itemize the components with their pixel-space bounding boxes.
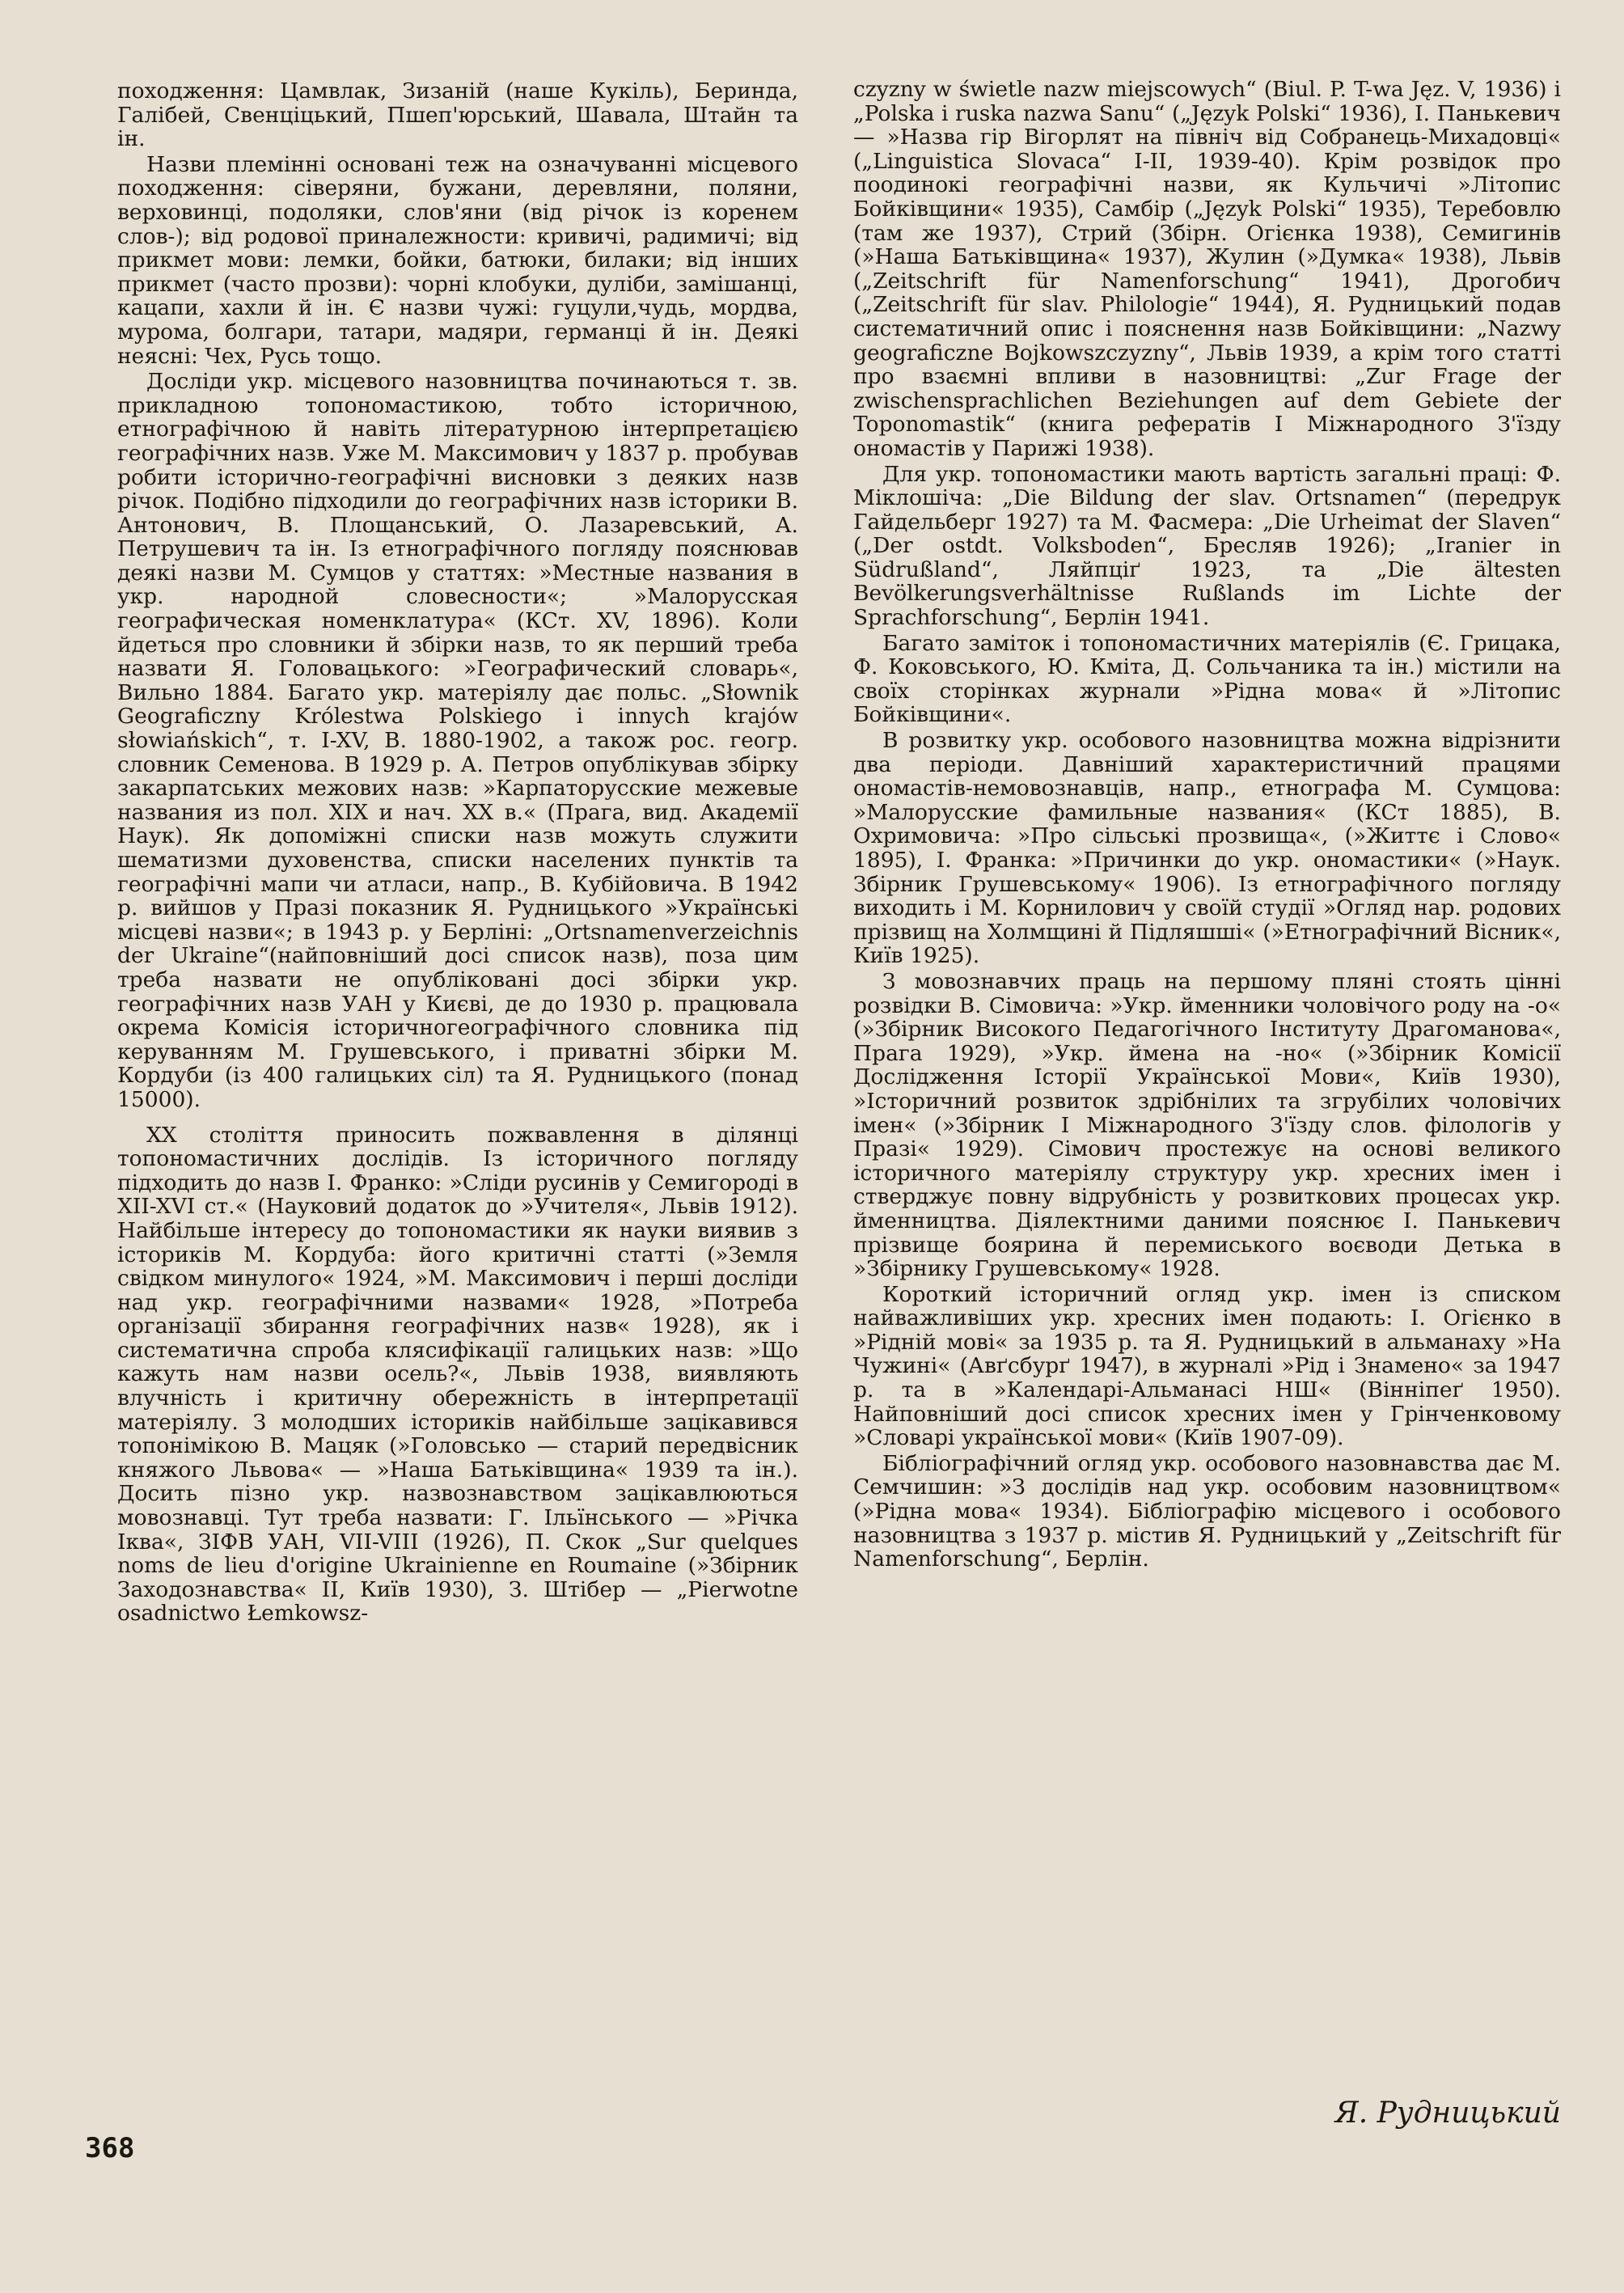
paragraph: Досліди укр. місцевого назовництва починаються т. зв. прикладною топономастикою, тобто історичною, етнографічною й навіть літературною інтерпретацією географічних назв. Уже М. Максимович у 1837 р. пробував робити історично-географічні висновки з деяких назв річок. Подібно підходили до географічних назв історики В. Антонович, В. Площанський, О. Лазаревський, А. Петрушевич та ін. Із етнографічного погляду пояснював деякі назви М. Сумцов у статтях: »Местные названия в укр. народной словесности«; »Малорусская географическая номенклатура« (КСт. XV, 1896). Коли йдеться про словники й збірки назв, то як перший треба назвати Я. Головацького: »Географический словарь«, Вильно 1884. Багато укр. матеріялу дає польс. „Słownik Geograficzny Królestwa Polskiego i innych krajów słowiańskich“, т. I-XV, В. 1880-1902, а також рос. геогр. словник Семенова. В 1929 р. А. Петров опублікував збірку закарпатських межових назв: »Карпаторусские межевые названия из пол. XIX и нач. XX в.« (Прага, вид. Академії Наук). Як допоміжні списки назв можуть служити шематизми духовенства, списки населених пунктів та географічні мапи чи атласи, напр., В. Кубійовича. В 1942 р. вийшов у Празі показник Я. Рудницького »Українські місцеві назви«; в 1943 р. у Берліні: „Ortsnamenverzeichnis der Ukraine“(найповніший досі список назв), поза цим треба назвати не опубліковані досі збірки укр. географічних назв УАН у Києві, де до 1930 р. працювала окрема Комісія історичногеографічного словника під керуванням М. Грушевського, і приватні збірки М. Кордуби (із 400 галицьких сіл) та Я. Рудницького (понад 15000). (117, 369, 798, 1112)
paragraph: Багато заміток і топономастичних матеріялів (Є. Грицака, Ф. Коковського, Ю. Кміта, Д. Сольчаника та ін.) містили на своїх сторінках журнали »Рідна мова« й »Літопис Бойківщини«. (853, 630, 1561, 728)
paragraph: XX століття приносить пожвавлення в ділянці топономастичних дослідів. Із історичного погляду підходить до назв І. Франко: »Сліди русинів у Семигороді в XII-XVI ст.« (Науковий додаток до »Учителя«, Львів 1912). Найбільше інтересу до топономастики як науки виявив з істориків М. Кордуба: його критичні статті (»Земля свідком минулого« 1924, »М. Максимович і перші досліди над укр. географічними назвами« 1928, »Потреба організації збирання географічних назв« 1928), як і систематична спроба клясифікації галицьких назв: »Що кажуть нам назви осель?«, Львів 1938, виявляють влучність і критичну обережність в інтерпретації матеріялу. З молодших істориків найбільше зацікавився топонімікою В. Мацяк (»Головсько — старий передвісник княжого Львова« — »Наша Батьківщина« 1939 та ін.). Досить пізно укр. назвознавством зацікавлюються мовознавці. Тут треба назвати: Г. Ільїнського — »Річка Іква«, ЗІФВ УАН, VII-VIII (1926), П. Скок „Sur quelques noms de lieu d'origine Ukrainienne en Roumaine (»Збірник Заходознавства« II, Київ 1930), З. Штібер — „Pierwotne osadnictwo Łemkowsz- (117, 1122, 798, 1627)
paragraph: З мовознавчих праць на першому пляні стоять цінні розвідки В. Сімовича: »Укр. йменники чоловічого роду на -о« (»Збірник Високого Педагогічного Інституту Драгоманова«, Прага 1929), »Укр. ймена на -но« (»Збірник Комісії Дослідження Історії Української Мови«, Київ 1930), »Історичний розвиток здрібнілих та згрубілих чоловічих імен« (»Збірник І Міжнародного З'їзду слов. філологів у Празі« 1929). Сімович простежує на основі великого історичного матеріялу структуру укр. хресних імен і стверджує повну відрубність у розвиткових процесах укр. йменництва. Діялектними даними пояснює І. Панькевич прізвище боярина й перемиського воєводи Детька в »Збірнику Грушевському« 1928. (853, 968, 1561, 1282)
left-text-column (117, 79, 798, 1627)
author-signature: Я. Рудницький (1334, 2096, 1561, 2130)
paragraph: czyzny w świetle nazw miejscowych“ (Biul. P. T-wa Jęz. V, 1936) і „Polska i ruska nazwa Sanu“ („Język Polski“ 1936), І. Панькевич — »Назва гір Вігорлят на північ від Собранець-Михадовці« („Linguistica Slovaca“ I-II, 1939-40). Крім розвідок про поодинокі географічні назви, як Кульчичі »Літопис Бойківщини« 1935), Самбір („Język Polski“ 1935), Теребовлю (там же 1937), Стрий (Збірн. Огієнка 1938), Семигинів (»Наша Батьківщина« 1937), Жулин (»Думка« 1938), Львів („Zeitschrift für Namenforschung“ 1941), Дрогобич („Zeitschrift für slav. Philologie“ 1944), Я. Рудницький подав систематичний опис і пояснення назв Бойківщини: „Nazwy geograficzne Bojkowszczyzny“, Львів 1939, а крім того статті про взаємні впливи в назовництві: „Zur Frage der zwischensprachlichen Beziehungen auf dem Gebiete der Toponomastik“ (книга рефератів І Міжнародного З'їзду ономастів у Парижі 1938). (853, 77, 1561, 461)
paragraph: Назви племінні основані теж на означуванні місцевого походження: сіверяни, бужани, деревляни, поляни, верховинці, подоляки, слов'яни (від річок із коренем слов-); від родової приналежности: кривичі, радимичі; від прикмет мови: лемки, бойки, батюки, билаки; від інших прикмет (часто прозви): чорні клобуки, дуліби, замішанці, кацапи, хахли й ін. Є назви чужі: гуцули,чудь, мордва, мурома, болгари, татари, мадяри, германці й ін. Деякі неясні: Чех, Русь тощо. (117, 151, 798, 369)
right-text-column (853, 78, 1561, 1573)
paragraph: Для укр. топономастики мають вартість загальні праці: Ф. Міклошіча: „Die Bildung der slav. Ortsnamen“ (передрук Гайдельберг 1927) та М. Фасмера: „Die Urheimat der Slaven“ („Der ostdt. Volksboden“, Бресляв 1926); „Iranier in Südrußland“, Ляйпціґ 1923, та „Die ältesten Bevölkerungsverhältnisse Rußlands im Lichte der Sprachforschung“, Берлін 1941. (853, 461, 1561, 631)
paragraph: Бібліографічний огляд укр. особового назовнавства дає М. Семчишин: »З дослідів над укр. особовим назовництвом« (»Рідна мова« 1934). Бібліографію місцевого і особового назовництва з 1937 р. містив Я. Рудницький у „Zeitschrift für Namenforschung“, Берлін. (853, 1450, 1561, 1572)
paragraph: В розвитку укр. особового назовництва можна відрізнити два періоди. Давніший характеристичний працями ономастів-немовознавців, напр., етнографа М. Сумцова: »Малорусские фамильные названия« (КСт 1885), В. Охримовича: »Про сільські прозвища«, (»Життє і Слово« 1895), І. Франка: »Причинки до укр. ономастики« (»Наук. Збірник Грушевському« 1906). Із етнографічного погляду виходить і М. Корнилович у своїй студії »Огляд нар. родових прізвищ на Холмщині й Підляшші« (»Етнографічний Вісник«, Київ 1925). (853, 728, 1561, 969)
page-number: 368 (85, 2132, 135, 2164)
paragraph: Короткий історичний огляд укр. імен із списком найважливіших укр. хресних імен подають: І. Огієнко в »Рідній мові« за 1935 р. та Я. Рудницький в альманаху »На Чужині« (Авґсбурґ 1947), в журналі »Рід і Знамено« за 1947 р. та в »Календарі-Альманасі НШ« (Вінніпеґ 1950). Найповніший досі список хресних імен у Грінченковому »Словарі української мови« (Київ 1907-09). (853, 1281, 1561, 1451)
paragraph: походження: Цамвлак, Зизаній (наше Кукіль), Беринда, Галібей, Свенціцький, Пшеп'юрський, Шавала, Штайн та ін. (117, 78, 798, 152)
